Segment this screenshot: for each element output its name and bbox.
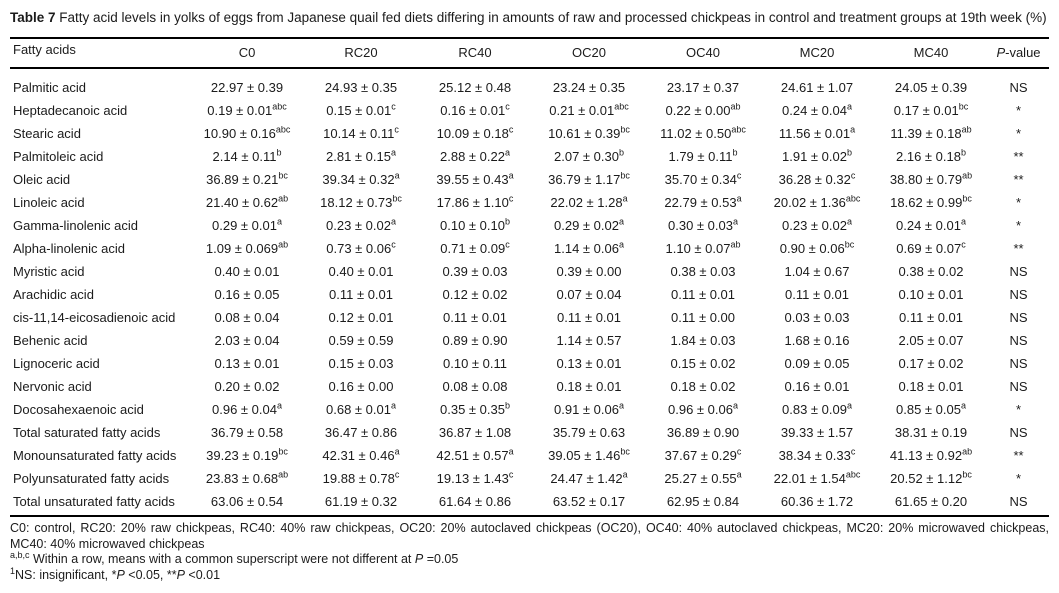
- significance-superscript: c: [850, 170, 856, 181]
- value-cell: 0.16 ± 0.01: [784, 379, 850, 394]
- significance-superscript: a: [846, 216, 852, 227]
- value-cell: 42.31 ± 0.46$^a$: [322, 446, 400, 463]
- value-cell: 60.36 ± 1.72: [760, 490, 874, 516]
- column-header-c0: C0: [190, 38, 304, 68]
- significance-superscript: a: [736, 193, 742, 204]
- value-cell: 0.17 ± 0.01$^{bc}$: [893, 101, 969, 118]
- value-cell: 63.52 ± 0.17: [532, 490, 646, 516]
- value-cell: 2.05 ± 0.07: [898, 333, 964, 348]
- value-cell: 35.79 ± 0.63: [552, 425, 626, 440]
- value-cell: 0.30 ± 0.03$^a$: [668, 216, 738, 233]
- significance-superscript: bc: [278, 446, 288, 457]
- column-header-rc20: RC20: [304, 38, 418, 68]
- value-cell: 0.23 ± 0.02$^a$: [326, 216, 396, 233]
- significance-superscript: abc: [731, 124, 746, 135]
- value-cell: 0.29 ± 0.01$^a$: [212, 216, 282, 233]
- fatty-acid-name: Nervonic acid: [13, 379, 92, 394]
- significance-superscript: a: [508, 446, 514, 457]
- value-cell: 0.12 ± 0.02: [442, 287, 508, 302]
- value-cell: 0.24 ± 0.04$^a$: [782, 101, 852, 118]
- significance-superscript: bc: [958, 101, 969, 112]
- p-value-cell: **: [1013, 448, 1024, 463]
- significance-superscript: a: [618, 400, 624, 411]
- value-cell: 39.05 ± 1.46$^{bc}$: [548, 446, 630, 463]
- significance-superscript: a: [390, 216, 396, 227]
- significance-superscript: c: [391, 239, 396, 250]
- p-value-cell: NS: [1009, 80, 1028, 95]
- significance-superscript: abc: [275, 124, 291, 135]
- significance-superscript: b: [276, 147, 282, 158]
- value-cell: 0.13 ± 0.01: [214, 356, 280, 371]
- significance-superscript: c: [736, 170, 742, 181]
- table-row: [10, 214, 1049, 237]
- column-header-oc20: OC20: [532, 38, 646, 68]
- significance-superscript: bc: [962, 469, 972, 480]
- fatty-acid-name: Docosahexaenoic acid: [13, 402, 144, 417]
- significance-superscript: a: [622, 469, 628, 480]
- p-value-cell: NS: [1009, 287, 1028, 302]
- table-row: [10, 398, 1049, 421]
- significance-superscript: a: [732, 400, 738, 411]
- fatty-acid-name: Total saturated fatty acids: [13, 425, 161, 440]
- significance-superscript: a: [508, 170, 514, 181]
- value-cell: 62.95 ± 0.84: [646, 490, 760, 516]
- significance-superscript: bc: [392, 193, 402, 204]
- value-cell: 36.28 ± 0.32$^c$: [778, 170, 856, 187]
- p-value-cell: *: [1015, 195, 1022, 210]
- fatty-acid-table: [10, 37, 1049, 517]
- value-cell: 2.88 ± 0.22$^a$: [440, 147, 510, 164]
- value-cell: 0.10 ± 0.11: [443, 356, 507, 371]
- significance-superscript: c: [736, 446, 742, 457]
- value-cell: 0.22 ± 0.00$^{ab}$: [665, 101, 741, 118]
- column-header-mc20: MC20: [760, 38, 874, 68]
- value-cell: 0.13 ± 0.01: [556, 356, 622, 371]
- p-value-cell: *: [1015, 471, 1022, 486]
- fatty-acid-name: Heptadecanoic acid: [13, 103, 128, 118]
- value-cell: 10.90 ± 0.16$^{abc}$: [203, 124, 291, 141]
- value-cell: 17.86 ± 1.10$^c$: [436, 193, 514, 210]
- value-cell: 0.39 ± 0.03: [442, 264, 508, 279]
- fatty-acid-name: Gamma-linolenic acid: [13, 218, 138, 233]
- value-cell: 36.89 ± 0.21$^{bc}$: [206, 170, 288, 187]
- value-cell: 10.61 ± 0.39$^{bc}$: [548, 124, 630, 141]
- table-caption: Table 7 Fatty acid levels in yolks of eggs from Japanese quail fed diets differing in amounts of raw and processed chickpeas in control and treatment groups at 19th week (%): [10, 10, 1047, 25]
- value-cell: 0.11 ± 0.00: [671, 310, 735, 325]
- value-cell: 0.89 ± 0.90: [442, 333, 508, 348]
- value-cell: 0.18 ± 0.01: [556, 379, 622, 394]
- value-cell: 61.65 ± 0.20: [874, 490, 988, 516]
- value-cell: 0.08 ± 0.04: [214, 310, 280, 325]
- significance-superscript: abc: [614, 101, 629, 112]
- value-cell: 38.34 ± 0.33$^c$: [778, 446, 856, 463]
- significance-superscript: ab: [730, 101, 741, 112]
- value-cell: 2.16 ± 0.18$^b$: [896, 147, 966, 164]
- value-cell: 1.84 ± 0.03: [670, 333, 736, 348]
- significance-superscript: a: [846, 400, 852, 411]
- value-cell: 19.88 ± 0.78$^c$: [322, 469, 400, 486]
- value-cell: 0.96 ± 0.04$^a$: [212, 400, 282, 417]
- significance-superscript: b: [732, 147, 738, 158]
- table-row: [10, 421, 1049, 444]
- fatty-acid-name: Palmitic acid: [13, 80, 86, 95]
- significance-superscript: a: [618, 239, 624, 250]
- table-row: [10, 329, 1049, 352]
- fatty-acid-name: Arachidic acid: [13, 287, 94, 302]
- fatty-acid-name: Alpha-linolenic acid: [13, 241, 126, 256]
- column-header-rc40: RC40: [418, 38, 532, 68]
- significance-superscript: c: [505, 101, 510, 112]
- fatty-acid-name: Palmitoleic acid: [13, 149, 104, 164]
- table-row: [10, 306, 1049, 329]
- value-cell: 0.73 ± 0.06$^c$: [326, 239, 396, 256]
- significance-superscript: c: [508, 193, 514, 204]
- column-header-oc40: OC40: [646, 38, 760, 68]
- column-header-p-value: P-value: [988, 38, 1049, 68]
- significance-superscript: b: [618, 147, 624, 158]
- significance-superscript: b: [960, 147, 966, 158]
- value-cell: 0.23 ± 0.02$^a$: [782, 216, 852, 233]
- significance-superscript: c: [505, 239, 510, 250]
- value-cell: 23.24 ± 0.35: [552, 80, 626, 95]
- significance-superscript: bc: [620, 170, 630, 181]
- value-cell: 0.96 ± 0.06$^a$: [668, 400, 738, 417]
- value-cell: 25.12 ± 0.48: [438, 80, 512, 95]
- significance-superscript: a: [846, 101, 852, 112]
- value-cell: 22.02 ± 1.28$^a$: [550, 193, 628, 210]
- value-cell: 0.18 ± 0.02: [670, 379, 736, 394]
- fatty-acid-name: Behenic acid: [13, 333, 88, 348]
- value-cell: 35.70 ± 0.34$^c$: [664, 170, 742, 187]
- value-cell: 10.09 ± 0.18$^c$: [436, 124, 514, 141]
- value-cell: 20.02 ± 1.36$^{abc}$: [773, 193, 861, 210]
- value-cell: 0.11 ± 0.01: [443, 310, 507, 325]
- table-row: [10, 68, 1049, 99]
- value-cell: 0.24 ± 0.01$^a$: [896, 216, 966, 233]
- value-cell: 23.83 ± 0.68$^{ab}$: [205, 469, 289, 486]
- significance-superscript: a: [736, 469, 742, 480]
- value-cell: 39.33 ± 1.57: [780, 425, 854, 440]
- table-row: [10, 99, 1049, 122]
- significance-superscript: a: [504, 147, 510, 158]
- table-row: [10, 237, 1049, 260]
- value-cell: 0.19 ± 0.01$^{abc}$: [207, 101, 287, 118]
- table-row: [10, 444, 1049, 467]
- value-cell: 36.79 ± 0.58: [210, 425, 284, 440]
- significance-superscript: bc: [278, 170, 288, 181]
- value-cell: 0.90 ± 0.06$^{bc}$: [779, 239, 855, 256]
- value-cell: 0.11 ± 0.01: [899, 310, 963, 325]
- value-cell: 36.87 ± 1.08: [438, 425, 512, 440]
- value-cell: 0.91 ± 0.06$^a$: [554, 400, 624, 417]
- significance-superscript: a: [394, 170, 400, 181]
- p-value-cell: NS: [1009, 425, 1028, 440]
- value-cell: 2.81 ± 0.15$^a$: [326, 147, 396, 164]
- value-cell: 2.14 ± 0.11$^b$: [212, 147, 282, 164]
- value-cell: 24.05 ± 0.39: [894, 80, 968, 95]
- header-row: [10, 38, 1049, 68]
- significance-superscript: a: [960, 216, 966, 227]
- value-cell: 24.93 ± 0.35: [324, 80, 398, 95]
- value-cell: 1.68 ± 0.16: [784, 333, 850, 348]
- value-cell: 22.01 ± 1.54$^{abc}$: [773, 469, 861, 486]
- value-cell: 0.69 ± 0.07$^c$: [896, 239, 966, 256]
- value-cell: 0.38 ± 0.03: [670, 264, 736, 279]
- significance-superscript: bc: [844, 239, 855, 250]
- value-cell: 23.17 ± 0.37: [666, 80, 740, 95]
- p-value-cell: NS: [1009, 356, 1028, 371]
- value-cell: 0.08 ± 0.08: [442, 379, 508, 394]
- value-cell: 24.47 ± 1.42$^a$: [550, 469, 628, 486]
- value-cell: 19.13 ± 1.43$^c$: [436, 469, 514, 486]
- significance-superscript: c: [391, 101, 396, 112]
- significance-superscript: a: [960, 400, 966, 411]
- value-cell: 38.80 ± 0.79$^{ab}$: [889, 170, 973, 187]
- value-cell: 0.15 ± 0.03: [328, 356, 394, 371]
- value-cell: 0.40 ± 0.01: [214, 264, 280, 279]
- value-cell: 1.09 ± 0.069$^{ab}$: [205, 239, 289, 256]
- significance-superscript: ab: [730, 239, 741, 250]
- value-cell: 0.18 ± 0.01: [898, 379, 964, 394]
- table-row: [10, 260, 1049, 283]
- value-cell: 63.06 ± 0.54: [190, 490, 304, 516]
- value-cell: 36.47 ± 0.86: [324, 425, 398, 440]
- fatty-acid-name: Linoleic acid: [13, 195, 85, 210]
- value-cell: 2.03 ± 0.04: [214, 333, 280, 348]
- table-row: [10, 145, 1049, 168]
- value-cell: 36.79 ± 1.17$^{bc}$: [548, 170, 630, 187]
- fatty-acid-name: Stearic acid: [13, 126, 81, 141]
- value-cell: 0.07 ± 0.04: [556, 287, 622, 302]
- column-header-fatty-acids: Fatty acids: [10, 38, 190, 68]
- significance-superscript: a: [732, 216, 738, 227]
- significance-superscript: bc: [620, 124, 630, 135]
- significance-superscript: ab: [962, 446, 973, 457]
- value-cell: 24.61 ± 1.07: [780, 80, 854, 95]
- p-value-cell: **: [1013, 241, 1024, 256]
- value-cell: 38.31 ± 0.19: [894, 425, 968, 440]
- value-cell: 0.85 ± 0.05$^a$: [896, 400, 966, 417]
- significance-superscript: ab: [278, 193, 289, 204]
- value-cell: 0.16 ± 0.05: [214, 287, 280, 302]
- p-value-cell: NS: [1009, 333, 1028, 348]
- value-cell: 61.19 ± 0.32: [304, 490, 418, 516]
- p-value-cell: NS: [1009, 264, 1028, 279]
- p-value-cell: NS: [1009, 310, 1028, 325]
- value-cell: 0.39 ± 0.00: [556, 264, 622, 279]
- value-cell: 0.03 ± 0.03: [784, 310, 850, 325]
- value-cell: 0.12 ± 0.01: [328, 310, 394, 325]
- fatty-acid-name: Polyunsaturated fatty acids: [13, 471, 170, 486]
- significance-superscript: b: [846, 147, 852, 158]
- value-cell: 2.07 ± 0.30$^b$: [554, 147, 624, 164]
- value-cell: 42.51 ± 0.57$^a$: [436, 446, 514, 463]
- table-row: [10, 375, 1049, 398]
- table-row: [10, 352, 1049, 375]
- value-cell: 18.12 ± 0.73$^{bc}$: [320, 193, 402, 210]
- value-cell: 39.23 ± 0.19$^{bc}$: [206, 446, 288, 463]
- value-cell: 0.11 ± 0.01: [557, 310, 621, 325]
- value-cell: 0.11 ± 0.01: [329, 287, 393, 302]
- significance-superscript: a: [390, 400, 396, 411]
- significance-superscript: b: [504, 400, 510, 411]
- p-value-cell: NS: [1009, 379, 1028, 394]
- significance-superscript: ab: [962, 170, 973, 181]
- footnote-significance-levels: $^1$NS: insignificant, *P <0.05, **P <0.01: [10, 565, 221, 582]
- significance-superscript: a: [276, 216, 282, 227]
- value-cell: 11.56 ± 0.01$^a$: [778, 124, 856, 141]
- fatty-acid-name: Myristic acid: [13, 264, 85, 279]
- value-cell: 0.11 ± 0.01: [671, 287, 735, 302]
- value-cell: 0.83 ± 0.09$^a$: [782, 400, 852, 417]
- table-row: [10, 168, 1049, 191]
- p-value-cell: **: [1013, 149, 1024, 164]
- value-cell: 39.55 ± 0.43$^a$: [436, 170, 514, 187]
- value-cell: 61.64 ± 0.86: [418, 490, 532, 516]
- value-cell: 0.20 ± 0.02: [214, 379, 280, 394]
- value-cell: 0.68 ± 0.01$^a$: [326, 400, 396, 417]
- value-cell: 0.11 ± 0.01: [785, 287, 849, 302]
- significance-superscript: c: [394, 469, 400, 480]
- fatty-acid-name: Lignoceric acid: [13, 356, 100, 371]
- value-cell: 1.04 ± 0.67: [784, 264, 850, 279]
- value-cell: 22.97 ± 0.39: [210, 80, 284, 95]
- value-cell: 37.67 ± 0.29$^c$: [664, 446, 742, 463]
- p-value-cell: *: [1015, 402, 1022, 417]
- value-cell: 21.40 ± 0.62$^{ab}$: [205, 193, 289, 210]
- value-cell: 10.14 ± 0.11$^c$: [323, 124, 399, 141]
- significance-superscript: a: [850, 124, 856, 135]
- value-cell: 0.38 ± 0.02: [898, 264, 964, 279]
- table-row: [10, 467, 1049, 490]
- value-cell: 39.34 ± 0.32$^a$: [322, 170, 400, 187]
- value-cell: 36.89 ± 0.90: [666, 425, 740, 440]
- value-cell: 20.52 ± 1.12$^{bc}$: [890, 469, 972, 486]
- value-cell: 0.10 ± 0.10$^b$: [440, 216, 510, 233]
- value-cell: 25.27 ± 0.55$^a$: [664, 469, 742, 486]
- fatty-acid-name: Oleic acid: [13, 172, 71, 187]
- p-value-cell: *: [1015, 103, 1022, 118]
- value-cell: 11.02 ± 0.50$^{abc}$: [660, 124, 746, 141]
- value-cell: 22.79 ± 0.53$^a$: [664, 193, 742, 210]
- table-footnotes: [10, 521, 1049, 583]
- value-cell: 0.10 ± 0.01: [898, 287, 964, 302]
- value-cell: 0.16 ± 0.01$^c$: [440, 101, 510, 118]
- footnote-superscript-meaning: $^{a,b,c}$ Within a row, means with a common superscript were not different at P =0.05: [10, 549, 459, 566]
- value-cell: 11.39 ± 0.18$^{ab}$: [890, 124, 972, 141]
- p-value-cell: *: [1015, 218, 1022, 233]
- significance-superscript: bc: [620, 446, 630, 457]
- significance-superscript: abc: [845, 469, 861, 480]
- table-row: [10, 283, 1049, 306]
- value-cell: 0.09 ± 0.05: [784, 356, 850, 371]
- fatty-acid-name: Monounsaturated fatty acids: [13, 448, 177, 463]
- p-value-cell: *: [1015, 126, 1022, 141]
- significance-superscript: c: [394, 124, 399, 135]
- value-cell: 18.62 ± 0.99$^{bc}$: [890, 193, 972, 210]
- significance-superscript: c: [508, 469, 514, 480]
- value-cell: 0.29 ± 0.02$^a$: [554, 216, 624, 233]
- value-cell: 1.79 ± 0.11$^b$: [668, 147, 738, 164]
- value-cell: 0.40 ± 0.01: [328, 264, 394, 279]
- table-row: [10, 490, 1049, 516]
- significance-superscript: bc: [962, 193, 972, 204]
- p-value-cell: **: [1013, 172, 1024, 187]
- value-cell: 0.71 ± 0.09$^c$: [440, 239, 510, 256]
- column-header-mc40: MC40: [874, 38, 988, 68]
- significance-superscript: a: [618, 216, 624, 227]
- table-row: [10, 122, 1049, 145]
- value-cell: 0.16 ± 0.00: [328, 379, 394, 394]
- value-cell: 1.14 ± 0.06$^a$: [554, 239, 624, 256]
- value-cell: 0.17 ± 0.02: [898, 356, 964, 371]
- significance-superscript: a: [276, 400, 282, 411]
- significance-superscript: a: [622, 193, 628, 204]
- significance-superscript: c: [850, 446, 856, 457]
- value-cell: 0.21 ± 0.01$^{abc}$: [549, 101, 629, 118]
- p-value-cell: NS: [988, 490, 1049, 516]
- significance-superscript: a: [394, 446, 400, 457]
- value-cell: 0.35 ± 0.35$^b$: [440, 400, 510, 417]
- significance-superscript: b: [504, 216, 510, 227]
- significance-superscript: ab: [278, 469, 289, 480]
- fatty-acid-name: Total unsaturated fatty acids: [10, 490, 190, 516]
- value-cell: 0.59 ± 0.59: [328, 333, 394, 348]
- significance-superscript: abc: [845, 193, 861, 204]
- significance-superscript: a: [390, 147, 396, 158]
- value-cell: 0.15 ± 0.02: [670, 356, 736, 371]
- fatty-acid-name: cis-11,14-eicosadienoic acid: [13, 310, 176, 325]
- value-cell: 41.13 ± 0.92$^{ab}$: [889, 446, 973, 463]
- value-cell: 1.14 ± 0.57: [556, 333, 622, 348]
- value-cell: 1.91 ± 0.02$^b$: [782, 147, 852, 164]
- significance-superscript: abc: [272, 101, 287, 112]
- significance-superscript: c: [508, 124, 514, 135]
- footnote-abbreviations: C0: control, RC20: 20% raw chickpeas, RC40: 40% raw chickpeas, OC20: 20% autoclaved chickpeas (OC20), OC40: 40% autoclaved chickpeas, MC20: 20% microwaved chickpeas, MC40: 40% microwaved chickpeas: [10, 521, 1049, 551]
- table-row: [10, 191, 1049, 214]
- value-cell: 1.10 ± 0.07$^{ab}$: [665, 239, 741, 256]
- value-cell: 0.15 ± 0.01$^c$: [326, 101, 396, 118]
- significance-superscript: c: [961, 239, 966, 250]
- significance-superscript: ab: [961, 124, 972, 135]
- significance-superscript: ab: [278, 239, 289, 250]
